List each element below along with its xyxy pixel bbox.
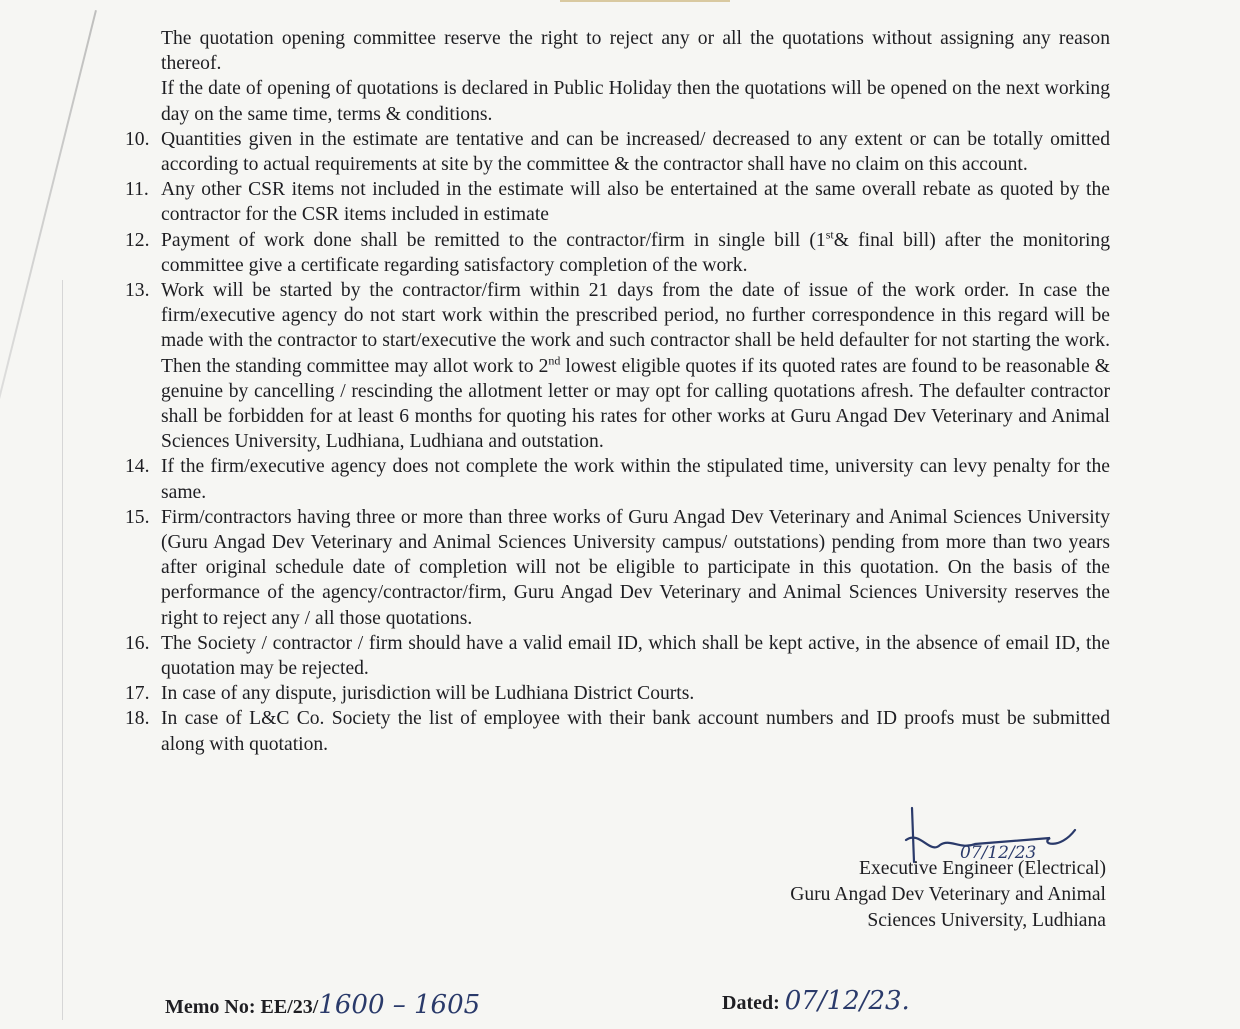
item-number: 11. <box>125 179 149 201</box>
signatory-title: Executive Engineer (Electrical) <box>859 858 1106 879</box>
item-text: In case of any dispute, jurisdiction will be Ludhiana District Courts. <box>161 683 695 705</box>
list-item <box>125 681 1110 706</box>
item-text <box>161 278 1110 454</box>
item-text: In case of L&C Co. Society the list of employee with their bank account numbers and ID proofs must be submitted along with quotation. <box>161 708 1110 755</box>
list-item <box>125 706 1110 756</box>
superscript: st <box>825 227 834 242</box>
memo-number <box>165 990 480 1020</box>
terms-list <box>125 26 1110 757</box>
item-number: 17. <box>125 683 150 705</box>
item-number: 15. <box>125 506 150 528</box>
item-text-part: lowest eligible quotes if its quoted rates are found to be reasonable & genuine by cancelling / rescinding the allotment letter or may opt for calling quotations afresh. The defaulter contractor shall be forbidden for at least 6 months for quoting his rates for other works at Guru Angad Dev Veterinary and Animal Sciences University, Ludhiana, Ludhiana and outstation. <box>161 355 1110 453</box>
item-text: Quantities given in the estimate are tentative and can be increased/ decreased to any extent or can be totally omitted according to actual requirements at site by the committee & the contractor shall have no claim on this account. <box>161 128 1110 176</box>
dated-handwritten: 07/12/23. <box>784 986 910 1016</box>
superscript: nd <box>548 353 561 368</box>
memo-handwritten: 1600 – 1605 <box>318 990 481 1020</box>
item-number: 13. <box>125 280 150 302</box>
item-number <box>125 26 161 76</box>
list-item <box>125 177 1110 227</box>
signature-block <box>790 856 1106 934</box>
item-text-part: Work will be started by the contractor/firm within 21 days from the date of issue of the work order. In case the firm/executive agency do not start work within the prescribed period, no further correspondence in this regard will be made with the contractor to start/executive the work and such contractor shall be held defaulter for not starting the work. Then the standing committee may allot work to 2 <box>161 280 1110 377</box>
dated-field <box>722 986 910 1016</box>
item-number <box>125 76 161 126</box>
item-text <box>161 228 1110 278</box>
item-text: Firm/contractors having three or more than three works of Guru Angad Dev Veterinary and Animal Sciences University (Guru Angad Dev Veterinary and Animal Sciences University campus/ outstations) pending from more than two years after original schedule date of completion will not be eligible to participate in this quotation. On the basis of the performance of the agency/contractor/firm, Guru Angad Dev Veterinary and Animal Sciences University reserves the right to reject any / all those quotations. <box>161 506 1110 629</box>
list-item <box>125 454 1110 504</box>
item-text: Any other CSR items not included in the estimate will also be entertained at the same overall rebate as quoted by the contractor for the CSR items included in estimate <box>161 179 1110 226</box>
scan-edge-mark <box>560 0 730 2</box>
list-item <box>125 228 1110 278</box>
list-item <box>125 278 1110 454</box>
item-text-part: & final bill) after the monitoring committee give a certificate regarding satisfactory completion of the work. <box>161 229 1111 276</box>
scan-margin-line <box>62 280 63 1020</box>
item-text: The Society / contractor / firm should have a valid email ID, which shall be kept active, in the absence of email ID, the quotation may be rejected. <box>161 632 1110 680</box>
item-number: 16. <box>125 632 150 654</box>
item-text: If the date of opening of quotations is declared in Public Holiday then the quotations will be opened on the next working day on the same time, terms & conditions. <box>161 78 1110 125</box>
list-item <box>125 76 1110 126</box>
signature-date: 07/12/23 <box>960 843 1037 863</box>
item-number: 10. <box>125 128 150 150</box>
list-item <box>125 631 1110 681</box>
item-text-part: Payment of work done shall be remitted to the contractor/firm in single bill (1 <box>161 229 826 251</box>
item-text: If the firm/executive agency does not complete the work within the stipulated time, university can levy penalty for the same. <box>161 456 1110 503</box>
item-number: 18. <box>125 708 150 730</box>
dated-label: Dated: <box>722 992 780 1014</box>
item-number: 12. <box>125 229 150 251</box>
list-item <box>125 505 1110 631</box>
list-item <box>125 26 1110 76</box>
item-number: 14. <box>125 456 150 478</box>
memo-label: Memo No: EE/23/ <box>165 996 319 1018</box>
scan-fold-line <box>0 10 97 418</box>
item-text: The quotation opening committee reserve the right to reject any or all the quotations without assigning any reason thereof. <box>161 28 1110 75</box>
list-item <box>125 127 1110 177</box>
signatory-org-line2: Sciences University, Ludhiana <box>867 910 1106 931</box>
signatory-org-line1: Guru Angad Dev Veterinary and Animal <box>790 884 1106 905</box>
